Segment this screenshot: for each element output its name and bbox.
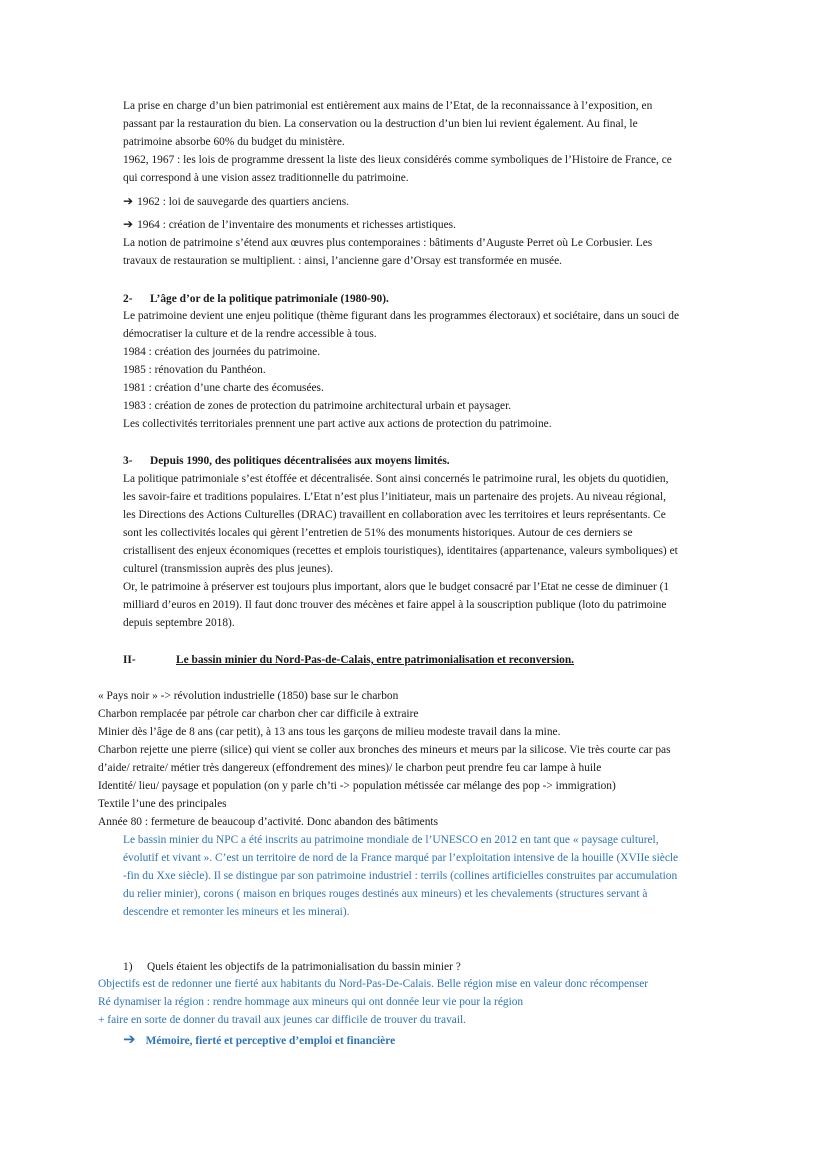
section-number: 2- <box>123 293 133 305</box>
paragraph-line: les Directions des Actions Culturelles (DRAC) travaillent en collaboration avec les territoires et leurs représentants. Ce <box>123 509 666 521</box>
paragraph-line: démocratiser la culture et de la rendre accessible à tous. <box>123 328 377 340</box>
unesco-line: évolutif et vivant ». C’est un territoire de nord de la France marqué par l’exploitation intensive de la houille (XVIIe siècle <box>123 852 679 864</box>
paragraph-line: les savoir-faire et traditions populaires. L’Etat n’est plus l’initiateur, mais un partenaire des projets. Au niveau régional, <box>123 491 666 503</box>
paragraph-line: Le patrimoine devient une enjeu politique (thème figurant dans les programmes électoraux) et sociétaire, dans un souci de <box>123 310 680 322</box>
arrow-right-icon: ➔ <box>123 1030 136 1048</box>
note-line: Identité/ lieu/ paysage et population (on y parle ch’ti -> population métissée car mélange des pop -> immigration) <box>98 780 616 792</box>
part-heading <box>123 653 574 667</box>
question <box>123 960 461 974</box>
intro-line: 1962, 1967 : les lois de programme dressent la liste des lieux considérés comme symboliques de l’Histoire de France, ce <box>123 154 672 166</box>
part-title: Le bassin minier du Nord-Pas-de-Calais, entre patrimonialisation et reconversion. <box>176 654 575 666</box>
answer-line: Objectifs est de redonner une fierté aux habitants du Nord-Pas-De-Calais. Belle région mise en valeur donc récompenser <box>98 978 649 990</box>
arrow-right-icon: ➔ <box>123 194 134 208</box>
note-line: Année 80 : fermeture de beaucoup d’activité. Donc abandon des bâtiments <box>98 816 439 828</box>
answer-line: + faire en sorte de donner du travail aux jeunes car difficile de trouver du travail. <box>98 1014 467 1026</box>
paragraph-line: Or, le patrimoine à préserver est toujours plus important, alors que le budget consacré par l’Etat ne cesse de diminuer (1 <box>123 581 670 593</box>
paragraph-line: sont les collectivités locales qui gèrent l’entretien de 51% des monuments historiques. Autour de ces derniers se <box>123 527 633 539</box>
note-line: Charbon rejette une pierre (silice) qui vient se coller aux bronches des mineurs et meurs par la silicose. Vie très courte car pas <box>98 744 671 756</box>
question-number: 1) <box>123 961 133 973</box>
conclusion-text: Mémoire, fierté et perceptive d’emploi et financière <box>145 1035 396 1047</box>
unesco-line: -fin du Xxe siècle). Il se distingue par son patrimoine industriel : terrils (collines artificielles construites par accumulation <box>123 870 678 882</box>
note-line: Minier dès l’âge de 8 ans (car petit), à 13 ans tous les garçons de milieu modeste travail dans la mine. <box>98 726 561 738</box>
paragraph-line: culturel (transmission auprès des plus jeunes). <box>123 563 334 575</box>
arrow-item <box>123 217 456 232</box>
arrow-item-text: 1962 : loi de sauvegarde des quartiers anciens. <box>137 196 349 208</box>
note-line: d’aide/ retraite/ métier très dangereux (effondrement des mines)/ le charbon peut prendre feu car lampe à huile <box>98 762 602 774</box>
conclusion <box>123 1032 395 1048</box>
answer-line: Ré dynamiser la région : rendre hommage aux mineurs qui ont donnée leur vie pour la région <box>98 996 524 1008</box>
arrow-right-icon: ➔ <box>123 217 134 231</box>
paragraph-line: 1985 : rénovation du Panthéon. <box>123 364 266 376</box>
intro-line: travaux de restauration se multiplient. : ainsi, l’ancienne gare d’Orsay est transformée en musée. <box>123 255 563 267</box>
paragraph-line: 1983 : création de zones de protection du patrimoine architectural urbain et paysager. <box>123 400 512 412</box>
intro-line: qui correspond à une vision assez traditionnelle du patrimoine. <box>123 172 409 184</box>
paragraph-line: 1981 : création d’une charte des écomusées. <box>123 382 324 394</box>
arrow-item <box>123 194 349 209</box>
note-line: « Pays noir » -> révolution industrielle (1850) base sur le charbon <box>98 690 399 702</box>
paragraph-line: milliard d’euros en 2019). Il faut donc trouver des mécènes et faire appel à la souscription publique (loto du patrimoine <box>123 599 667 611</box>
section-heading <box>123 454 450 468</box>
section-title: Depuis 1990, des politiques décentralisées aux moyens limités. <box>150 455 450 467</box>
unesco-line: du relier minier), corons ( maison en briques rouges destinés aux mineurs) et les chevalements (structures servant à <box>123 888 648 900</box>
intro-line: La prise en charge d’un bien patrimonial est entièrement aux mains de l’Etat, de la reconnaissance à l’exposition, en <box>123 100 653 112</box>
question-text: Quels étaient les objectifs de la patrimonialisation du bassin minier ? <box>147 961 461 973</box>
unesco-line: Le bassin minier du NPC a été inscrits au patrimoine mondiale de l’UNESCO en 2012 en tant que « paysage culturel, <box>123 834 659 846</box>
paragraph-line: La politique patrimoniale s’est étoffée et décentralisée. Sont ainsi concernés le patrimoine rural, les objets du quotidien, <box>123 473 669 485</box>
arrow-item-text: 1964 : création de l’inventaire des monuments et richesses artistiques. <box>137 219 456 231</box>
paragraph-line: Les collectivités territoriales prennent une part active aux actions de protection du patrimoine. <box>123 418 552 430</box>
section-number: 3- <box>123 455 133 467</box>
section-title: L’âge d’or de la politique patrimoniale (1980-90). <box>150 293 389 305</box>
part-number: II- <box>123 654 136 666</box>
paragraph-line: 1984 : création des journées du patrimoine. <box>123 346 321 358</box>
unesco-line: descendre et remonter les mineurs et les minerai). <box>123 906 350 918</box>
section-heading <box>123 292 389 306</box>
paragraph-line: depuis septembre 2018). <box>123 617 235 629</box>
paragraph-line: cristallisent des enjeux économiques (recettes et emplois touristiques), identitaires (appartenance, valeurs symboliques) et <box>123 545 678 557</box>
intro-line: passant par la restauration du bien. La conservation ou la destruction d’un bien lui revient également. Au final, le <box>123 118 638 130</box>
note-line: Textile l’une des principales <box>98 798 227 810</box>
intro-line: La notion de patrimoine s’étend aux œuvres plus contemporaines : bâtiments d’Auguste Perret où Le Corbusier. Les <box>123 237 653 249</box>
note-line: Charbon remplacée par pétrole car charbon cher car difficile à extraire <box>98 708 419 720</box>
intro-line: patrimoine absorbe 60% du budget du ministère. <box>123 136 345 148</box>
